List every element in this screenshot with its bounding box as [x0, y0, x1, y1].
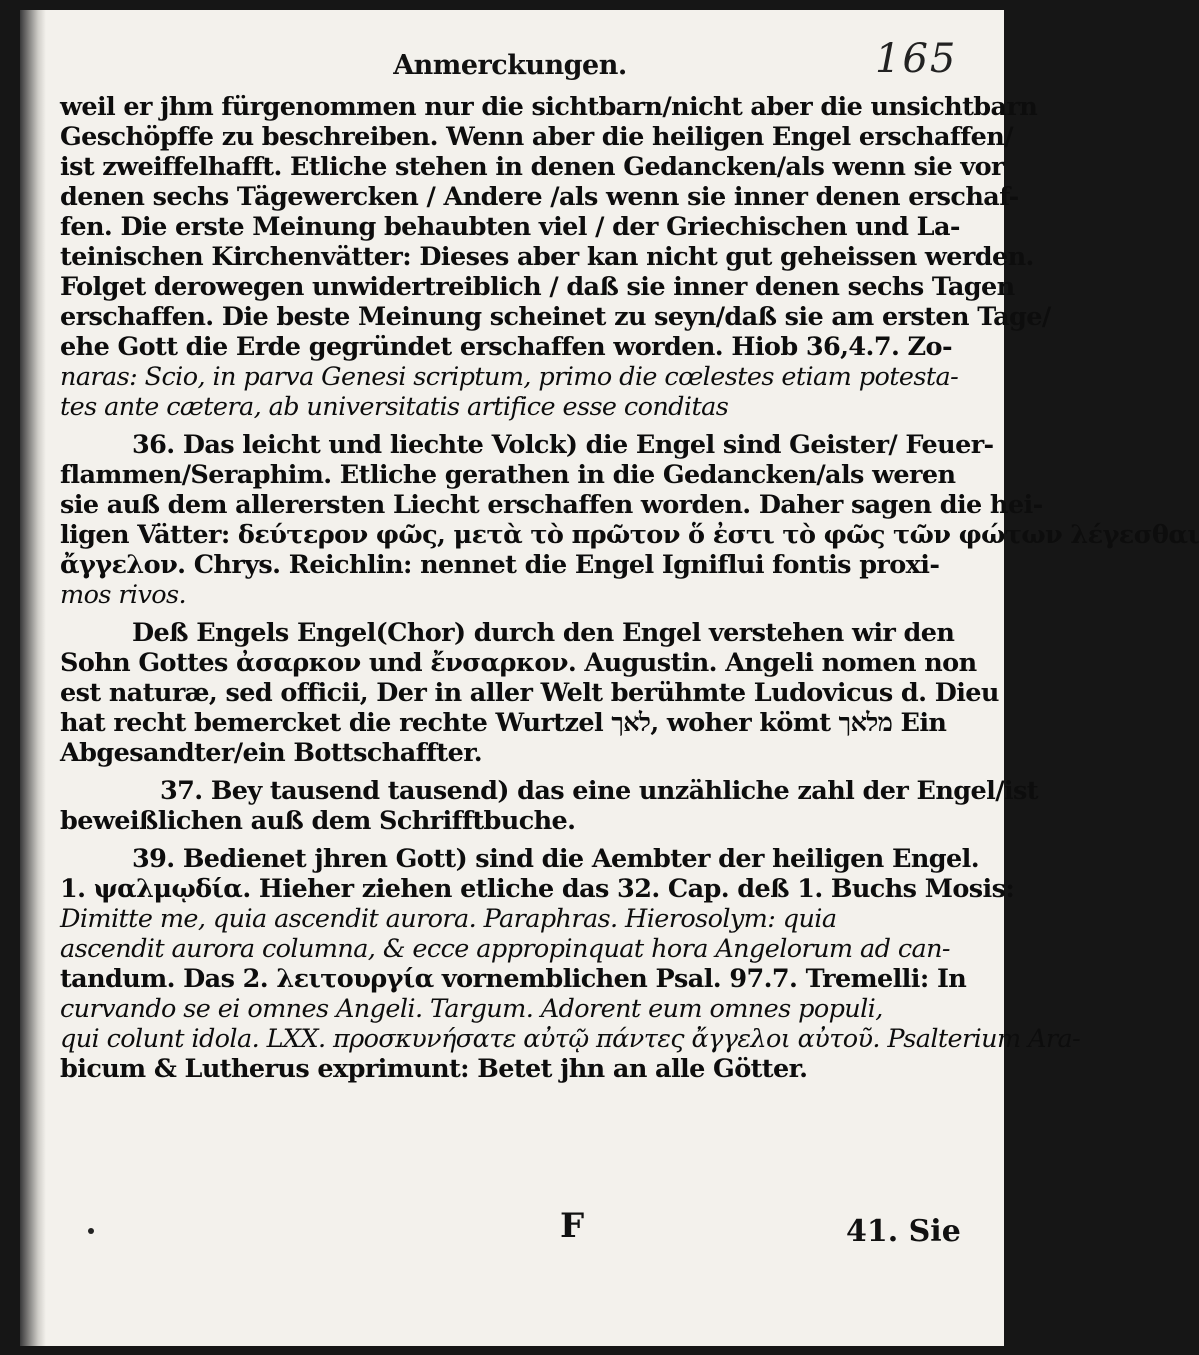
text-line: ἄγγελον. Chrys. Reichlin: nennet die Engel Igniflui fontis proxi-: [60, 550, 940, 580]
page-gutter-shadow: [20, 10, 46, 1346]
text-line: Folget derowegen unwidertreiblich / daß sie inner denen sechs Tagen: [60, 272, 1015, 302]
text-line: 39. Bedienet jhren Gott) sind die Aembter der heiligen Engel.: [132, 844, 980, 874]
text-line: 1. ψαλμῳδία. Hieher ziehen etliche das 32. Cap. deß 1. Buchs Mosis:: [60, 874, 1015, 904]
text-line: ist zweiffelhafft. Etliche stehen in denen Gedancken/als wenn sie vor: [60, 152, 1004, 182]
text-line: mos rivos.: [60, 580, 187, 610]
text-line: Sohn Gottes ἀσαρκον und ἔνσαρκον. Augustin. Angeli nomen non: [60, 648, 977, 678]
text-line: 36. Das leicht und liechte Volck) die Engel sind Geister/ Feuer-: [132, 430, 994, 460]
text-line: 37. Bey tausend tausend) das eine unzähliche zahl der Engel/ist: [160, 776, 1038, 806]
text-line: tes ante cætera, ab universitatis artifice esse conditas: [60, 392, 729, 422]
text-line: Geschöpffe zu beschreiben. Wenn aber die heiligen Engel erschaffen/: [60, 122, 1013, 152]
main-text-block: [60, 92, 1199, 1084]
ink-dot: [88, 1228, 94, 1234]
text-line: ascendit aurora columna, & ecce appropinquat hora Angelorum ad can-: [60, 934, 950, 964]
text-line: beweißlichen auß dem Schrifftbuche.: [60, 806, 576, 836]
text-line: naras: Scio, in parva Genesi scriptum, primo die cœlestes etiam potesta-: [60, 362, 959, 392]
text-line: hat recht bemercket die rechte Wurtzel לאך, woher kömt מלאך Ein: [60, 708, 947, 738]
text-line: Deß Engels Engel(Chor) durch den Engel verstehen wir den: [132, 618, 955, 648]
book-page: [20, 10, 1199, 1346]
text-line: teinischen Kirchenvätter: Dieses aber kan nicht gut geheissen werden.: [60, 242, 1034, 272]
text-line: tandum. Das 2. λειτουργία vornemblichen Psal. 97.7. Tremelli: In: [60, 964, 967, 994]
text-line: bicum & Lutherus exprimunt: Betet jhn an alle Götter.: [60, 1054, 808, 1084]
running-title: Anmerckungen.: [393, 50, 627, 81]
text-line: est naturæ, sed officii, Der in aller Welt berühmte Ludovicus d. Dieu: [60, 678, 999, 708]
text-line: curvando se ei omnes Angeli. Targum. Adorent eum omnes populi,: [60, 994, 883, 1024]
text-line: fen. Die erste Meinung behaubten viel / der Griechischen und La-: [60, 212, 960, 242]
text-line: Abgesandter/ein Bottschaffter.: [60, 738, 482, 768]
text-line: denen sechs Tägewercken / Andere /als wenn sie inner denen erschaf-: [60, 182, 1019, 212]
text-line: ehe Gott die Erde gegründet erschaffen worden. Hiob 36,4.7. Zo-: [60, 332, 952, 362]
text-line: erschaffen. Die beste Meinung scheinet zu seyn/daß sie am ersten Tage/: [60, 302, 1051, 332]
catchword: 41. Sie: [846, 1214, 961, 1249]
text-line: flammen/Seraphim. Etliche gerathen in die Gedancken/als weren: [60, 460, 956, 490]
text-line: weil er jhm fürgenommen nur die sichtbarn/nicht aber die unsichtbarn: [60, 92, 1038, 122]
text-line: qui colunt idola. LXX. προσκυνήσατε αὐτῷ πάντες ἄγγελοι αὐτοῦ. Psalterium Ara-: [60, 1024, 1081, 1054]
text-line: Dimitte me, quia ascendit aurora. Paraphras. Hierosolym: quia: [60, 904, 837, 934]
signature-mark: F: [560, 1206, 585, 1246]
folio-number: 165: [875, 36, 958, 82]
text-line: ligen Vätter: δεύτερον φῶς, μετὰ τὸ πρῶτον ὅ ἐστι τὸ φῶς τῶν φώτων λέγεσθαι: [60, 520, 1199, 550]
text-line: sie auß dem allerersten Liecht erschaffen worden. Daher sagen die hei-: [60, 490, 1043, 520]
